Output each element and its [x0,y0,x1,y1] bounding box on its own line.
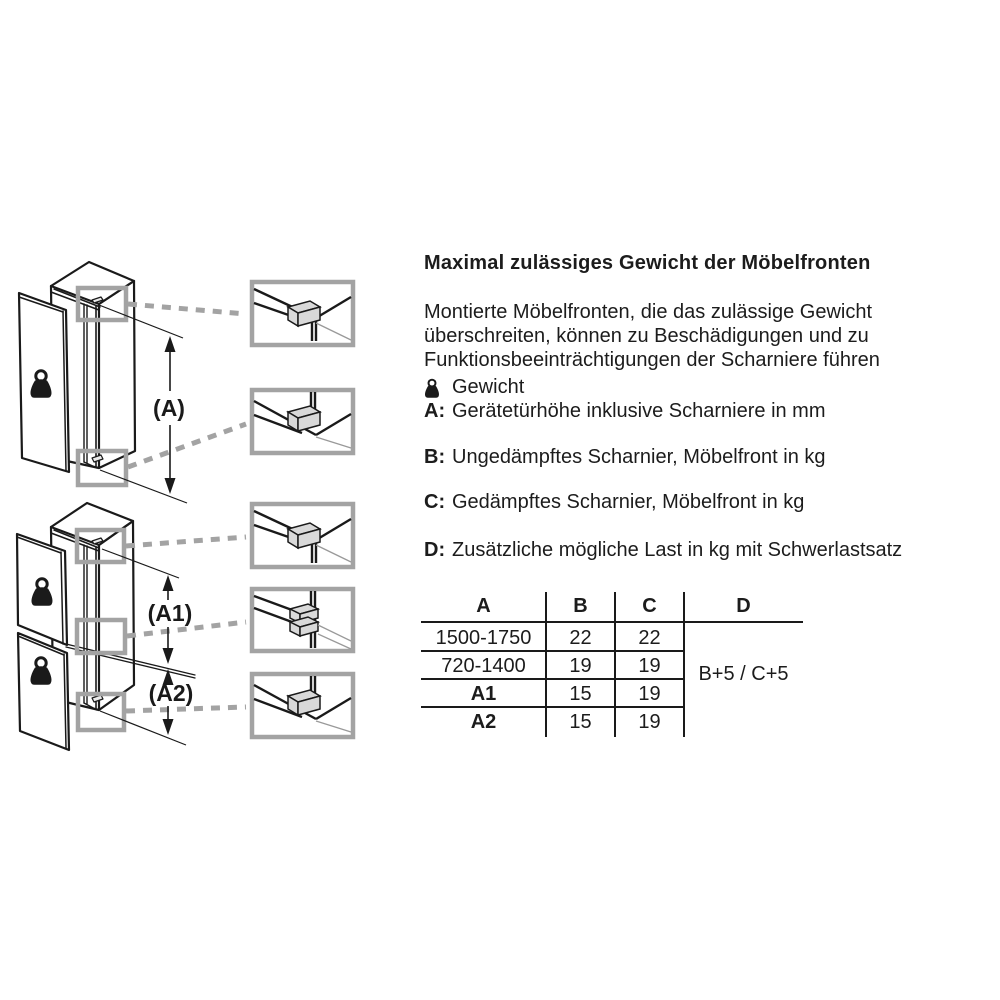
legend-key: B: [424,446,446,468]
table-row-line [421,678,684,680]
legend-key: A: [424,400,446,422]
hinge-detail-box-middle [252,589,353,651]
table-cell: 15 [569,683,592,705]
weight-icon [424,375,452,399]
page-title: Maximal zulässiges Gewicht der Möbelfronten [424,252,871,274]
table-cell: 15 [569,711,592,733]
dashed-leader [126,707,246,711]
arrow-down-icon [165,478,176,494]
furniture-front-panel-lower [18,633,69,750]
table-cell: 1500-1750 [435,627,532,649]
dim-label-A2: (A2) [148,680,194,706]
table-cell: 720-1400 [441,655,526,677]
legend-weight-label: Gewicht [452,376,525,398]
legend-item-C [424,490,804,514]
hinge-detail-box-top2 [252,504,353,567]
arrow-up-icon [165,336,176,352]
dashed-leader [128,304,246,314]
table-cell-d-merged: B+5 / C+5 [698,663,789,685]
table-cell: 19 [638,683,661,705]
arrow-down-icon [163,719,174,735]
legend-item-A [424,399,826,423]
furniture-front-panel-upper [17,534,67,645]
table-header-line [421,621,803,623]
legend-item-B [424,445,826,469]
legend-text: Zusätzliche mögliche Last in kg mit Schwerlastsatz [452,539,903,561]
table-cell: A1 [470,683,497,705]
intro-paragraph: Montierte Möbelfronten, die das zulässige Gewicht überschreiten, können zu Beschädigungen und zu Funktionsbeeinträchtigungen der Scharniere führen [424,301,880,371]
table-header-C: C [642,595,657,617]
legend-key: D: [424,539,446,561]
hinge-detail-box-bottom [252,390,353,453]
table-cell: 22 [569,627,592,649]
legend-text: Ungedämpftes Scharnier, Möbelfront in kg [452,446,826,468]
table-row-line [421,706,684,708]
legend-key: C: [424,491,446,513]
hinge-detail-box-top [252,282,353,345]
table-cell: 19 [638,711,661,733]
dashed-leader [126,537,246,546]
dim-label-A: (A) [153,395,185,421]
table-cell: 19 [569,655,592,677]
furniture-front-panel [19,293,69,472]
arrow-up-icon [163,575,174,591]
table-row-line [421,650,684,652]
hinge-detail-box-bottom2 [252,674,353,737]
hinge-block [290,604,318,636]
table-cell: A2 [470,711,497,733]
table-header-D: D [736,595,751,617]
legend-item-D [424,538,902,562]
arrow-down-icon [163,648,174,664]
table-header-B: B [573,595,588,617]
dashed-leader [128,424,246,467]
dim-label-A1: (A1) [147,600,193,626]
legend-weight [424,375,524,399]
legend-text: Gerätetürhöhe inklusive Scharniere in mm [452,400,826,422]
legend-text: Gedämpftes Scharnier, Möbelfront in kg [452,491,805,513]
table-cell: 22 [638,627,661,649]
table-cell: 19 [638,655,661,677]
table-header-A: A [476,595,491,617]
